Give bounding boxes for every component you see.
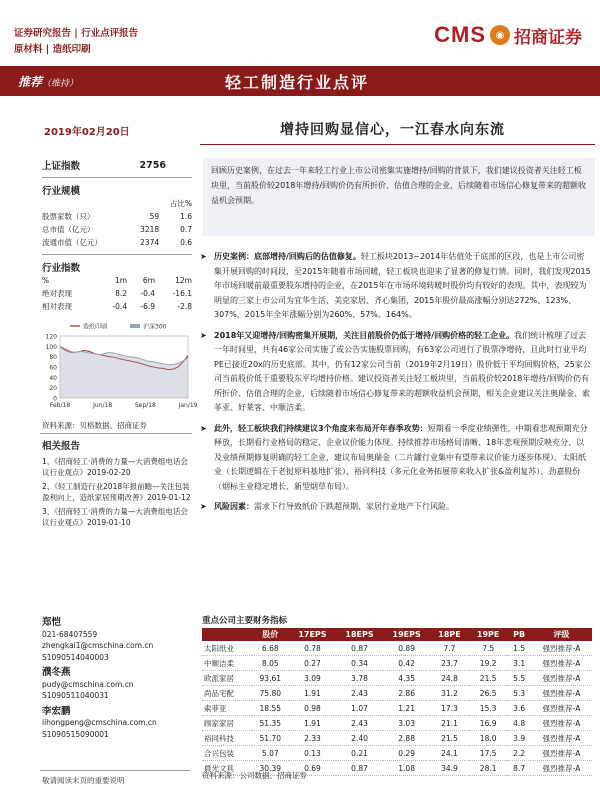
table-cell: 1.08 xyxy=(383,761,430,776)
table-cell: 强烈推荐-A xyxy=(531,671,592,686)
table-cell: 5.3 xyxy=(507,686,530,701)
scale-title: 行业规模 xyxy=(42,186,81,197)
table-header-cell: 股价 xyxy=(252,628,289,641)
table-cell: 18.55 xyxy=(252,701,289,716)
related-text: 2、《轻工制造行业2018年报前瞻—关注包装盈利向上，造纸家居预期改善》 xyxy=(42,482,190,502)
perf-name: 相对表现 xyxy=(42,302,72,311)
bullet-text: 我们统计梳理了过去一年时间里，共有46家公司实施了或公告实施股票回购，有63家公司进行了股票净增持，且此时行业平均PE已接近20x的历史底部。其中，仍有12家公司当前（2019年2月19日）股价低于平均回购价格，25家公司当前股价低于重要股东平均增持价格。建议投资者关注轻工板块里，当前股价较2018年增持/回购价仍有所折价、估值合理的企业，后续随着市场信心修复带来的超额收益机会预期，相关企业建议关注奥瑞金、索菲亚、好莱客、中顺洁柔。 xyxy=(214,330,591,412)
financial-table xyxy=(202,628,592,776)
related-date: 2019-02-20 xyxy=(87,468,131,477)
table-cell: 2.43 xyxy=(336,686,383,701)
company-name: 索菲亚 xyxy=(202,701,252,716)
logo-en: CMS xyxy=(434,22,486,47)
table-cell: 23.7 xyxy=(430,656,469,671)
bullet-text: 短期看一季度业绩弹性，中期看悲观预期充分释放，长期看行业格局的稳定、企业议价能力体现。持续推荐市场格局清晰、18年悲观预期反映充分、以及业绩预期修复明确的轻工企业，建议布局奥瑞金（二片罐行业集中有望带来议价能力逐步体现）、太阳纸业（长期逻辑在于老挝原料基地扩张）、裕同科技（多元化业务拓展带来收入扩张&盈利复苏）、劲嘉股份（烟标主业稳定增长、新型烟草布局）。 xyxy=(214,423,588,491)
table-cell: 0.78 xyxy=(289,641,336,656)
table-title: 重点公司主要财务指标 xyxy=(202,616,288,626)
industry-title: 轻工制造行业点评 xyxy=(225,73,370,92)
related-text: 1、《招商轻工·消费的力量—大消费组电话会议行业观点》 xyxy=(42,457,188,477)
related-reports xyxy=(42,456,192,528)
analyst-cert: S1090515090001 xyxy=(42,729,109,739)
table-cell: 93.61 xyxy=(252,671,289,686)
table-cell: 6.68 xyxy=(252,641,289,656)
company-name: 顾家家居 xyxy=(202,716,252,731)
analyst-name: 李宏鹏 xyxy=(42,705,71,717)
legend-label: 沪深300 xyxy=(143,323,167,331)
table-cell: 3.9 xyxy=(507,731,530,746)
scale-value: 59 xyxy=(149,212,160,221)
y-tick-label: 20 xyxy=(49,385,57,393)
report-type-line1: 证券研究报告 | 行业点评报告 xyxy=(14,28,139,39)
sidebar xyxy=(42,158,192,313)
cms-logo xyxy=(434,22,582,48)
headline: 增持回购显信心，一江春水向东流 xyxy=(280,122,505,138)
table-row xyxy=(42,236,192,249)
table-header-cell: 19PE xyxy=(469,628,508,641)
table-cell: 3.03 xyxy=(383,716,430,731)
bullet-2018 xyxy=(200,329,592,416)
table-cell: 15.3 xyxy=(469,701,508,716)
table-cell: 5.5 xyxy=(507,671,530,686)
table-cell: 强烈推荐-A xyxy=(531,686,592,701)
table-row xyxy=(42,223,192,236)
table-header-cell: 评级 xyxy=(531,628,592,641)
table-cell: 1.21 xyxy=(383,701,430,716)
y-tick-label: 100 xyxy=(45,343,57,351)
table-cell: 75.80 xyxy=(252,686,289,701)
perf-header: % xyxy=(42,276,50,285)
table-cell: 24.1 xyxy=(430,746,469,761)
scale-pct-header: 占比% xyxy=(169,199,192,208)
analyst-name: 濮冬燕 xyxy=(42,667,71,678)
table-cell: 7.7 xyxy=(430,641,469,656)
analyst-email[interactable]: lihongpeng@cmschina.com.cn xyxy=(42,718,157,727)
table-cell: 2.33 xyxy=(289,731,336,746)
perf-table xyxy=(42,274,192,313)
table-cell: 1.91 xyxy=(289,686,336,701)
related-report[interactable] xyxy=(42,481,192,503)
table-cell: 51.70 xyxy=(252,731,289,746)
table-cell: 24.8 xyxy=(430,671,469,686)
analyst-phone: 021-68407559 xyxy=(42,629,98,639)
series-area-hs300 xyxy=(60,346,188,398)
table-row xyxy=(202,731,592,746)
related-report[interactable] xyxy=(42,506,192,528)
table-cell: 3.1 xyxy=(507,656,530,671)
table-cell: 4.35 xyxy=(383,671,430,686)
table-header-row xyxy=(202,628,592,641)
table-row xyxy=(42,210,192,223)
related-text: 3、《招商轻工·消费的力量—大消费组电话会议行业观点》 xyxy=(42,507,188,527)
table-cell: 3.09 xyxy=(289,671,336,686)
index-row xyxy=(42,158,192,172)
index-label: 上证指数 xyxy=(42,161,81,172)
table-cell: 0.87 xyxy=(336,641,383,656)
company-name: 合兴包装 xyxy=(202,746,252,761)
scale-name: 总市值（亿元） xyxy=(42,225,95,234)
company-name: 裕同科技 xyxy=(202,731,252,746)
table-cell: 17.3 xyxy=(430,701,469,716)
table-cell: 31.2 xyxy=(430,686,469,701)
related-date: 2019-01-10 xyxy=(87,518,131,527)
table-cell: 强烈推荐-A xyxy=(531,656,592,671)
company-name: 晨光文具 xyxy=(202,761,252,776)
analyst-email[interactable]: pudy@cmschina.com.cn xyxy=(42,679,134,689)
chart-source: 资料来源：贝格数据、招商证券 xyxy=(42,421,147,430)
table-header-cell xyxy=(202,628,252,641)
table-cell: 17.5 xyxy=(469,746,508,761)
analyst xyxy=(42,617,197,663)
rating-value: 推荐 xyxy=(18,75,43,89)
headline-rule xyxy=(200,144,595,145)
table-cell: 3.6 xyxy=(507,701,530,716)
rating xyxy=(18,73,78,90)
scale-name: 股票家数（只） xyxy=(42,212,95,221)
scale-pct: 1.6 xyxy=(180,212,192,221)
table-cell: 2.88 xyxy=(383,731,430,746)
related-report[interactable] xyxy=(42,456,192,478)
scale-pct: 0.6 xyxy=(180,238,192,247)
abstract: 回顾历史案例，在过去一年来轻工行业上市公司密集实施增持/回购的背景下，我们建议投资者关注轻工板块里，当前股价较2018年增持/回购价仍有所折价、估值合理的企业，后续随着市场信心修复带来的超额收益机会预期。 xyxy=(203,158,595,236)
table-cell: 强烈推荐-A xyxy=(531,746,592,761)
table-cell: 0.21 xyxy=(336,746,383,761)
table-cell: 7.5 xyxy=(469,641,508,656)
table-header-cell: 17EPS xyxy=(289,628,336,641)
bullet-bold: 2018年又迎增持/回购密集开展期，关注目前股价仍低于增持/回购价格的轻工企业。 xyxy=(214,330,515,340)
table-cell: 8.7 xyxy=(507,761,530,776)
perf-title: 行业指数 xyxy=(42,263,81,274)
company-name: 中顺洁柔 xyxy=(202,656,252,671)
table-cell: 2.40 xyxy=(336,731,383,746)
related-date: 2019-01-12 xyxy=(147,493,191,502)
report-date: 2019年02月20日 xyxy=(44,127,130,138)
table-cell: 0.69 xyxy=(289,761,336,776)
table-cell: 0.89 xyxy=(383,641,430,656)
table-row xyxy=(202,716,592,731)
perf-value: -16.1 xyxy=(172,289,192,298)
table-cell: 0.13 xyxy=(289,746,336,761)
table-cell: 0.27 xyxy=(289,656,336,671)
scale-pct: 0.7 xyxy=(180,225,192,234)
perf-value: -0.4 xyxy=(140,289,155,298)
analyst-name: 郑恺 xyxy=(42,617,62,628)
footer-note: 敬请阅读末页的重要说明 xyxy=(42,776,125,785)
logo-badge-icon: ◉ xyxy=(490,25,510,45)
table-cell: 16.9 xyxy=(469,716,508,731)
perf-value: -6.9 xyxy=(140,302,155,311)
table-cell: 18.0 xyxy=(469,731,508,746)
bullet-history xyxy=(200,250,592,323)
company-name: 尚品宅配 xyxy=(202,686,252,701)
logo-cn: 招商证券 xyxy=(514,27,582,48)
table-header-cell: 19EPS xyxy=(383,628,430,641)
table-cell: 强烈推荐-A xyxy=(531,701,592,716)
footer-rule xyxy=(40,770,190,771)
y-tick-label: 0 xyxy=(53,395,57,403)
y-tick-label: 40 xyxy=(49,374,57,382)
perf-name: 绝对表现 xyxy=(42,289,72,298)
table-cell: 34.9 xyxy=(430,761,469,776)
x-tick-label: Sep/18 xyxy=(134,402,156,409)
table-row xyxy=(202,686,592,701)
table-cell: 2.2 xyxy=(507,746,530,761)
perf-value: 8.2 xyxy=(115,289,128,298)
table-cell: 1.91 xyxy=(289,716,336,731)
table-cell: 21.5 xyxy=(469,671,508,686)
perf-value: -0.4 xyxy=(112,302,128,311)
bullet-text: 轻工板块2013~2014年估值处于底部的区段，也是上市公司密集开展回购的时间段，至2015年随着市场回暖，轻工板块也迎来了显著的修复行情。同时，我们发现2015年市场回暖前最重要股东增持的企业，在2015年在市场环境转暖时股价均有较好的表现。其中，表现较为明显的三家上市公司为宜华生活、美克家居、齐心集团，2015年股价最高涨幅分别达272%、123%、307%，2015年全年涨幅分别为260%、57%、164%。 xyxy=(214,252,591,319)
bullet-list xyxy=(200,250,592,521)
scale-table xyxy=(42,197,192,249)
scale-value: 2374 xyxy=(140,238,160,247)
table-cell: 19.2 xyxy=(469,656,508,671)
table-row xyxy=(202,746,592,761)
report-type xyxy=(14,26,138,58)
table-cell: 强烈推荐-A xyxy=(531,716,592,731)
bullet-text: 需求下行导致纸价下跌超预期、家居行业地产下行风险。 xyxy=(254,502,454,511)
table-cell: 21.1 xyxy=(430,716,469,731)
table-cell: 51.35 xyxy=(252,716,289,731)
bullet-bold: 此外，轻工板块我们持续建议3个角度来布局开年春季攻势： xyxy=(214,423,428,433)
analysts xyxy=(42,617,197,740)
table-cell: 强烈推荐-A xyxy=(531,641,592,656)
table-cell: 28.1 xyxy=(469,761,508,776)
table-cell: 8.05 xyxy=(252,656,289,671)
table-cell: 1.07 xyxy=(336,701,383,716)
table-source: 资料来源：公司数据、招商证券 xyxy=(202,771,307,780)
bullet-bold: 风险因素： xyxy=(214,502,254,511)
industry-index-chart xyxy=(40,318,198,416)
table-cell: 1.5 xyxy=(507,641,530,656)
table-cell: 0.98 xyxy=(289,701,336,716)
perf-header: 12m xyxy=(175,276,192,285)
related-title: 相关报告 xyxy=(42,441,81,452)
y-tick-label: 80 xyxy=(49,354,57,362)
analyst-email[interactable]: zhengkai1@cmschina.com.cn xyxy=(42,641,154,650)
table-cell: 30.39 xyxy=(252,761,289,776)
bullet-bold: 历史案例：底部增持/回购后的估值修复。 xyxy=(214,252,361,261)
analyst xyxy=(42,706,197,741)
table-cell: 21.5 xyxy=(430,731,469,746)
scale-value: 3218 xyxy=(140,225,160,234)
table-header-cell: 18EPS xyxy=(336,628,383,641)
divider xyxy=(40,433,192,434)
analyst-cert: S1090514040003 xyxy=(42,652,109,662)
table-cell: 2.43 xyxy=(336,716,383,731)
rating-sub: （维持） xyxy=(42,79,79,89)
y-tick-label: 120 xyxy=(45,333,57,341)
table-cell: 26.5 xyxy=(469,686,508,701)
company-name: 欧派家居 xyxy=(202,671,252,686)
table-cell: 强烈推荐-A xyxy=(531,731,592,746)
table-row xyxy=(42,300,192,313)
table-cell: 0.87 xyxy=(336,761,383,776)
bullet-strategy xyxy=(200,422,592,495)
table-cell: 0.34 xyxy=(336,656,383,671)
perf-value: -2.8 xyxy=(177,302,192,311)
perf-header: 6m xyxy=(142,276,155,285)
analyst xyxy=(42,667,197,702)
scale-name: 流通市值（亿元） xyxy=(42,238,102,247)
index-value: 2756 xyxy=(139,159,166,171)
table-cell: 5.07 xyxy=(252,746,289,761)
table-cell: 0.42 xyxy=(383,656,430,671)
x-tick-label: Feb/18 xyxy=(49,402,71,409)
table-cell: 2.86 xyxy=(383,686,430,701)
analyst-cert: S1090511040031 xyxy=(42,691,109,700)
table-row xyxy=(202,641,592,656)
x-tick-label: Jan/19 xyxy=(178,402,198,409)
bullet-risk xyxy=(200,500,592,515)
table-row xyxy=(202,656,592,671)
x-tick-label: Jun/18 xyxy=(93,402,113,409)
table-cell: 4.8 xyxy=(507,716,530,731)
report-type-line2: 原材料 | 造纸印刷 xyxy=(14,44,91,55)
company-name: 太阳纸业 xyxy=(202,641,252,656)
legend-label: 造纸印刷 xyxy=(83,323,108,331)
divider xyxy=(42,254,192,255)
table-row xyxy=(202,671,592,686)
table-cell: 3.78 xyxy=(336,671,383,686)
table-cell: 强烈推荐-A xyxy=(531,761,592,776)
table-cell: 0.29 xyxy=(383,746,430,761)
divider xyxy=(42,177,192,178)
table-row xyxy=(202,701,592,716)
perf-header: 1m xyxy=(115,276,128,285)
table-header-cell: PB xyxy=(507,628,530,641)
table-row xyxy=(42,287,192,300)
table-header-cell: 18PE xyxy=(430,628,469,641)
y-tick-label: 60 xyxy=(49,364,57,372)
